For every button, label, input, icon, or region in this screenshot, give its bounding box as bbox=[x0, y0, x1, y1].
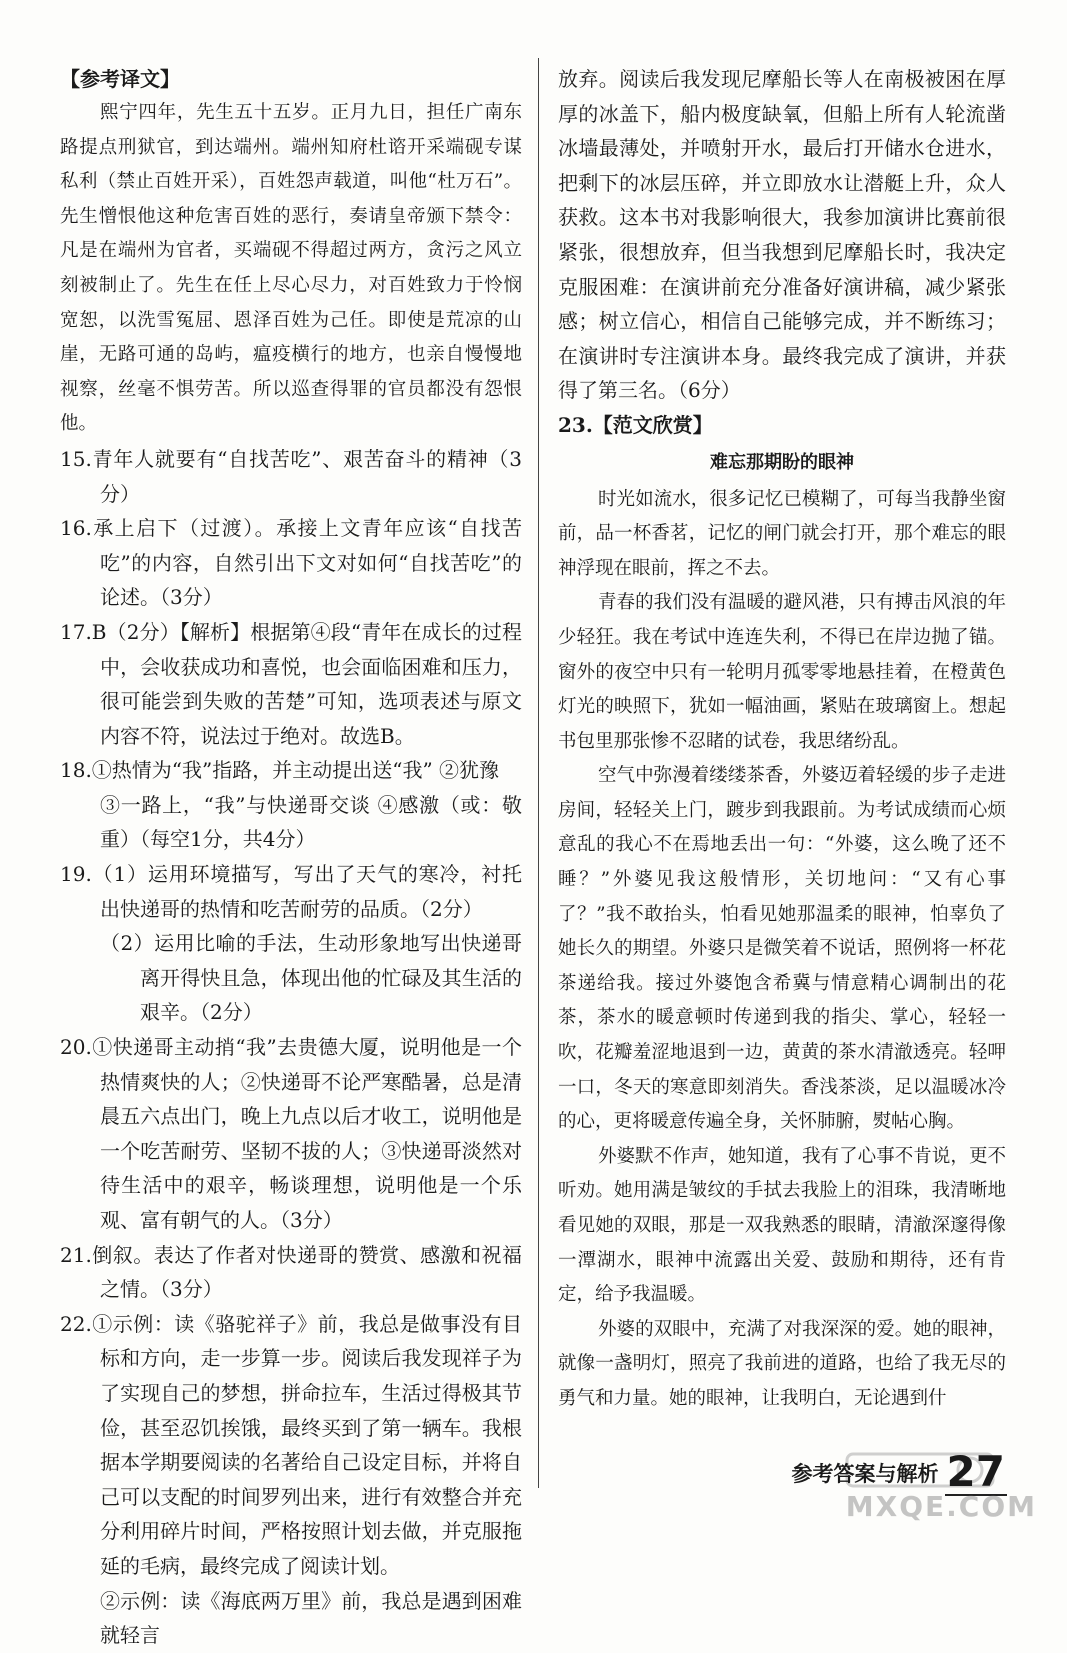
essay-paragraph: 外婆默不作声，她知道，我有了心事不肯说，更不听劝。她用满是皱纹的手拭去我脸上的泪珠，我清晰地看见她的双眼，那是一双我熟悉的眼睛，清澈深邃得像一潭湖水，眼神中流露出关爱、鼓励和期待，还有肯定，给予我温暖。 bbox=[558, 1145, 1006, 1306]
answer-15: 15.青年人就要有“自找苦吃”、艰苦奋斗的精神（3分） bbox=[60, 446, 522, 506]
answer-22-example2-start: ②示例：读《海底两万里》前，我总是遇到困难就轻言 bbox=[100, 1588, 522, 1648]
essay-paragraph: 外婆的双眼中，充满了对我深深的爱。她的眼神，就像一盏明灯，照亮了我前进的道路，也给了我无尽的勇气和力量。她的眼神，让我明白，无论遇到什 bbox=[558, 1318, 1006, 1409]
answer-22-example1: 22.①示例：读《骆驼祥子》前，我总是做事没有目标和方向，走一步算一步。阅读后我发现祥子为了实现自己的梦想，拼命拉车，生活过得极其节俭，甚至忍饥挨饿，最终买到了第一辆车。我根据本学期要阅读的名著给自己设定目标，并将自己可以支配的时间罗列出来，进行有效整合并充分利用碎片时间，严格按照计划去做，并克服拖延的毛病，最终完成了阅读计划。 bbox=[60, 1311, 522, 1578]
translation-text: 熙宁四年，先生五十五岁。正月九日，担任广南东路提点刑狱官，到达端州。端州知府杜谘开采端砚专谋私利（禁止百姓开采），百姓怨声载道，叫他“杜万石”。先生憎恨他这种危害百姓的恶行，奏请皇帝颁下禁令：凡是在端州为官者，买端砚不得超过两方，贪污之风立刻被制止了。先生在任上尽心尽力，对百姓致力于怜悯宽恕，以洗雪冤屈、恩泽百姓为己任。即使是荒凉的山崖，无路可通的岛屿，瘟疫横行的地方，也亲自慢慢地视察，丝毫不惧劳苦。所以巡查得罪的官员都没有怨恨他。 bbox=[60, 102, 522, 435]
essay-title: 难忘那期盼的眼神 bbox=[710, 451, 854, 473]
answer-18-line1: 18.①热情为“我”指路，并主动提出送“我” ②犹豫 bbox=[60, 758, 500, 783]
answer-16: 16.承上启下（过渡）。承接上文青年应该“自找苦吃”的内容，自然引出下文对如何“自找苦吃”的论述。（3分） bbox=[60, 516, 522, 610]
watermark-text: MXQE.COM bbox=[845, 1490, 1037, 1523]
essay-paragraph: 青春的我们没有温暖的避风港，只有搏击风浪的年少轻狂。我在考试中连连失利，不得已在岸边抛了锚。窗外的夜空中只有一轮明月孤零零地悬挂着，在橙黄色灯光的映照下，犹如一幅油画，紧贴在玻璃窗上。想起书包里那张惨不忍睹的试卷，我思绪纷乱。 bbox=[558, 592, 1006, 752]
answer-21: 21.倒叙。表达了作者对快递哥的赞赏、感激和祝福之情。（3分） bbox=[60, 1242, 522, 1302]
footer-label: 参考答案与解析 bbox=[791, 1462, 939, 1486]
column-divider bbox=[538, 58, 539, 1488]
answer-22-example2-cont: 放弃。阅读后我发现尼摩船长等人在南极被困在厚厚的冰盖下，船内极度缺氧，但船上所有人轮流凿冰墙最薄处，并喷射开水，最后打开储水仓进水，把剩下的冰层压碎，并立即放水让潜艇上升，众人获救。这本书对我影响很大，我参加演讲比赛前很紧张，很想放弃，但当我想到尼摩船长时，我决定克服困难：在演讲前充分准备好演讲稿，减少紧张感；树立信心，相信自己能够完成，并不断练习；在演讲时专注演讲本身。最终我完成了演讲，并获得了第三名。（6分） bbox=[558, 67, 1006, 403]
answer-18-line2: ③一路上，“我”与快递哥交谈 ④感激（或：敬重）（每空1分，共4分） bbox=[100, 792, 522, 852]
answer-19-part2: （2）运用比喻的手法，生动形象地写出快递哥离开得快且急，体现出他的忙碌及其生活的艰辛。（2分） bbox=[100, 931, 522, 1025]
right-column bbox=[558, 62, 1006, 1417]
answer-23-heading: 23.【范文欣赏】 bbox=[558, 412, 713, 437]
translation-heading: 【参考译文】 bbox=[60, 67, 180, 91]
left-column bbox=[60, 62, 522, 1653]
essay-paragraph: 空气中弥漫着缕缕茶香，外婆迈着轻缓的步子走进房间，轻轻关上门，踱步到我跟前。为考试成绩而心烦意乱的我心不在焉地丢出一句：“外婆，这么晚了还不睡？”外婆见我这般情形，关切地问：“又有心事了？”我不敢抬头，怕看见她那温柔的眼神，怕辜负了她长久的期望。外婆只是微笑着不说话，照例将一杯花茶递给我。接过外婆饱含希冀与情意精心调制出的花茶，茶水的暖意顿时传递到我的指尖、掌心，轻轻一吹，花瓣羞涩地退到一边，黄黄的茶水清澈透亮。轻呷一口，冬天的寒意即刻消失。香浅茶淡，足以温暖冰冷的心，更将暖意传遍全身，关怀肺腑，熨帖心胸。 bbox=[558, 765, 1006, 1133]
answer-17: 17.B（2分）【解析】根据第④段“青年在成长的过程中，会收获成功和喜悦，也会面临困难和压力，很可能尝到失败的苦楚”可知，选项表述与原文内容不符，说法过于绝对。故选B。 bbox=[60, 619, 522, 748]
page-footer bbox=[792, 1436, 1007, 1496]
answer-20: 20.①快递哥主动捎“我”去贵德大厦，说明他是一个热情爽快的人；②快递哥不论严寒酷暑，总是清晨五六点出门，晚上九点以后才收工，说明他是一个吃苦耐劳、坚韧不拔的人；③快递哥淡然对待生活中的艰辛，畅谈理想，说明他是一个乐观、富有朝气的人。（3分） bbox=[60, 1035, 522, 1232]
page-number: 27 bbox=[946, 1447, 1005, 1496]
answer-19-part1: 19.（1）运用环境描写，写出了天气的寒冷，衬托出快递哥的热情和吃苦耐劳的品质。（2分） bbox=[60, 862, 522, 921]
essay-paragraph: 时光如流水，很多记忆已模糊了，可每当我静坐窗前，品一杯香茗，记忆的闸门就会打开，那个难忘的眼神浮现在眼前，挥之不去。 bbox=[558, 488, 1006, 579]
